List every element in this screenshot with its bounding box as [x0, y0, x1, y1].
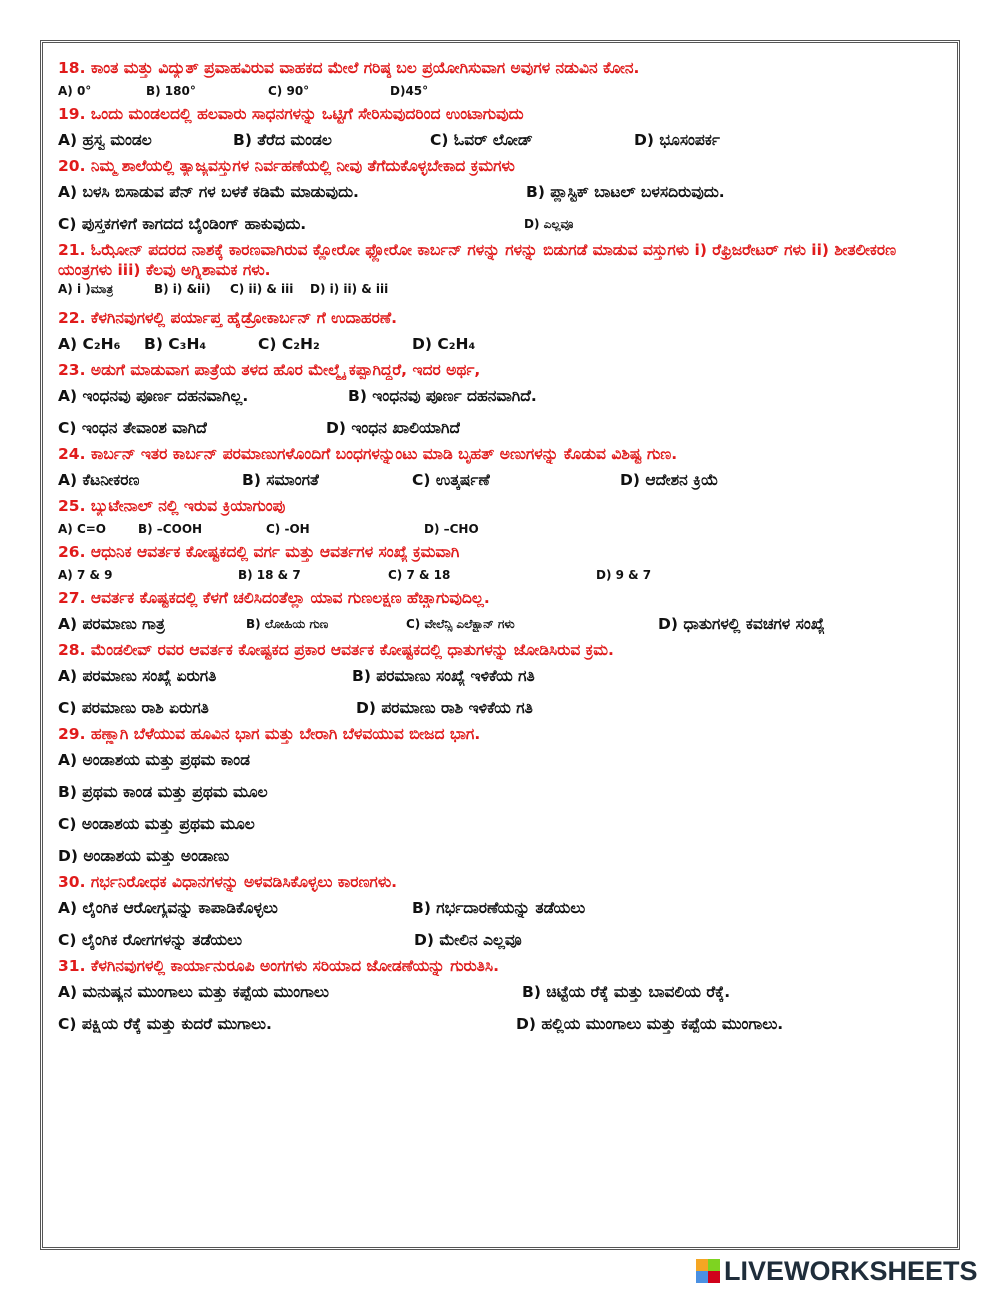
options-31-row2: [58, 1008, 938, 1040]
option-30-a[interactable]: A) ಲೈಂಗಿಕ ಆರೋಗ್ಯವನ್ನು ಕಾಪಾಡಿಕೊಳ್ಳಲು: [58, 899, 278, 917]
options-27: [58, 608, 938, 640]
option-29-b[interactable]: B) ಪ್ರಥಮ ಕಾಂಡ ಮತ್ತು ಪ್ರಥಮ ಮೂಲ: [58, 783, 268, 801]
option-25-a[interactable]: A) C=O: [58, 522, 107, 536]
worksheet-content: [58, 58, 938, 1040]
option-31-b[interactable]: B) ಚಿಟ್ಟೆಯ ರೆಕ್ಕೆ ಮತ್ತು ಬಾವಲಿಯ ರೆಕ್ಕೆ.: [522, 983, 731, 1001]
options-30-row1: [58, 892, 938, 924]
option-20-a[interactable]: A) ಬಳಸಿ ಬಿಸಾಡುವ ಪೆನ್ ಗಳ ಬಳಕೆ ಕಡಿಮೆ ಮಾಡುವುದು.: [58, 183, 359, 201]
liveworksheets-logo[interactable]: [696, 1254, 978, 1288]
options-26: [58, 562, 938, 588]
option-28-d[interactable]: D) ಪರಮಾಣು ರಾಶಿ ಇಳಿಕೆಯ ಗತಿ: [356, 699, 533, 717]
option-27-b[interactable]: B) ಲೋಹಿಯ ಗುಣ: [246, 617, 329, 631]
options-28-row2: [58, 692, 938, 724]
options-22: [58, 328, 938, 360]
option-26-c[interactable]: C) 7 & 18: [388, 568, 451, 582]
option-23-a[interactable]: A) ಇಂಧನವು ಪೂರ್ಣ ದಹನವಾಗಿಲ್ಲ.: [58, 387, 249, 405]
option-26-b[interactable]: B) 18 & 7: [238, 568, 301, 582]
option-24-b[interactable]: B) ಸಮಾಂಗತೆ: [242, 471, 319, 489]
option-25-b[interactable]: B) –COOH: [138, 522, 203, 536]
option-31-a[interactable]: A) ಮನುಷ್ಯನ ಮುಂಗಾಲು ಮತ್ತು ಕಪ್ಪೆಯ ಮುಂಗಾಲು: [58, 983, 329, 1001]
option-29-c[interactable]: C) ಅಂಡಾಶಯ ಮತ್ತು ಪ್ರಥಮ ಮೂಲ: [58, 815, 255, 833]
options-28-row1: [58, 660, 938, 692]
option-25-d[interactable]: D) –CHO: [424, 522, 479, 536]
option-21-b[interactable]: B) i) &ii): [154, 282, 211, 296]
option-18-c[interactable]: C) 90°: [268, 84, 310, 98]
option-19-b[interactable]: B) ತೆರೆದ ಮಂಡಲ: [233, 131, 332, 149]
option-23-d[interactable]: D) ಇಂಧನ ಖಾಲಿಯಾಗಿದೆ: [326, 419, 461, 437]
option-22-d[interactable]: D) C₂H₄: [412, 335, 476, 353]
question-28: 28. ಮೆಂಡಲೀವ್ ರವರ ಆವರ್ತಕ ಕೋಷ್ಟಕದ ಪ್ರಕಾರ ಆವರ್ತಕ ಕೋಷ್ಟಕದಲ್ಲಿ ಧಾತುಗಳನ್ನು ಜೋಡಿಸಿರುವ ಕ್ರಮ.: [58, 641, 614, 659]
question-20: 20. ನಿಮ್ಮ ಶಾಲೆಯಲ್ಲಿ ತ್ಯಾಜ್ಯವಸ್ತುಗಳ ನಿರ್ವಹಣೆಯಲ್ಲಿ ನೀವು ತೆಗೆದುಕೊಳ್ಳಬೇಕಾದ ಕ್ರಮಗಳು: [58, 157, 515, 175]
option-21-a[interactable]: A) i )ಮಾತ್ರ: [58, 282, 114, 296]
liveworksheets-grid-icon: [696, 1259, 720, 1283]
option-25-c[interactable]: C) -OH: [266, 522, 310, 536]
options-30-row2: [58, 924, 938, 956]
options-31-row1: [58, 976, 938, 1008]
option-18-a[interactable]: A) 0°: [58, 84, 92, 98]
question-29: 29. ಹಣ್ಣಾಗಿ ಬೆಳೆಯುವ ಹೂವಿನ ಭಾಗ ಮತ್ತು ಬೇರಾಗಿ ಬೆಳವಯುವ ಬೀಜದ ಭಾಗ.: [58, 725, 481, 743]
question-31: 31. ಕೆಳಗಿನವುಗಳಲ್ಲಿ ಕಾರ್ಯಾನುರೂಪಿ ಅಂಗಗಳು ಸರಿಯಾದ ಜೋಡಣೆಯನ್ನು ಗುರುತಿಸಿ.: [58, 957, 499, 975]
option-20-d[interactable]: D) ಎಲ್ಲವೂ: [524, 217, 574, 231]
option-19-d[interactable]: D) ಭೂಸಂಪರ್ಕ: [634, 131, 720, 149]
logo-square-1: [696, 1259, 708, 1271]
options-29-b-row: [58, 776, 938, 808]
question-24: 24. ಕಾರ್ಬನ್ ಇತರ ಕಾರ್ಬನ್ ಪರಮಾಣುಗಳೊಂದಿಗೆ ಬಂಧಗಳನ್ನುಂಟು ಮಾಡಿ ಬೃಹತ್ ಅಣುಗಳನ್ನು ಕೊಡುವ ವಿಶಿಷ್ಟ ಗುಣ.: [58, 445, 678, 463]
question-21: 21. ಓಝೋನ್ ಪದರದ ನಾಶಕ್ಕೆ ಕಾರಣವಾಗಿರುವ ಕ್ಲೋರೋ ಫ್ಲೋರೋ ಕಾರ್ಬನ್ ಗಳನ್ನು ಗಳನ್ನು ಬಿಡುಗಡೆ ಮಾಡುವ ವಸ್ತುಗಳು i) ರೆಫ್ರಿಜರೇಟರ್ ಗಳು ii) ಶೀತಲೀಕರಣ ಯಂತ್ರಗಳು iii) ಕೆಲವು ಅಗ್ನಿಶಾಮಕ ಗಳು.: [58, 241, 897, 279]
question-18: 18. ಕಾಂತ ಮತ್ತು ವಿದ್ಯುತ್ ಪ್ರವಾಹವಿರುವ ವಾಹಕದ ಮೇಲೆ ಗರಿಷ್ಠ ಬಲ ಪ್ರಯೋಗಿಸುವಾಗ ಅವುಗಳ ನಡುವಿನ ಕೋನ.: [58, 59, 640, 77]
option-21-d[interactable]: D) i) ii) & iii: [310, 282, 389, 296]
option-27-d[interactable]: D) ಧಾತುಗಳಲ್ಲಿ ಕವಚಗಳ ಸಂಖ್ಯೆ: [658, 615, 825, 633]
options-20-row1: [58, 176, 938, 208]
option-20-c[interactable]: C) ಪುಸ್ತಕಗಳಿಗೆ ಕಾಗದದ ಬೈಂಡಿಂಗ್ ಹಾಕುವುದು.: [58, 215, 307, 233]
option-30-b[interactable]: B) ಗರ್ಭದಾರಣೆಯನ್ನು ತಡೆಯಲು: [412, 899, 586, 917]
option-23-b[interactable]: B) ಇಂಧನವು ಪೂರ್ಣ ದಹನವಾಗಿದೆ.: [348, 387, 537, 405]
options-19: [58, 124, 938, 156]
option-27-a[interactable]: A) ಪರಮಾಣು ಗಾತ್ರ: [58, 615, 165, 633]
option-28-b[interactable]: B) ಪರಮಾಣು ಸಂಖ್ಯೆ ಇಳಿಕೆಯ ಗತಿ: [352, 667, 535, 685]
options-23-row1: [58, 380, 938, 412]
options-29-a-row: [58, 744, 938, 776]
question-26: 26. ಆಧುನಿಕ ಆವರ್ತಕ ಕೋಷ್ಟಕದಲ್ಲಿ ವರ್ಗ ಮತ್ತು ಆವರ್ತಗಳ ಸಂಖ್ಯೆ ಕ್ರಮವಾಗಿ: [58, 543, 460, 561]
option-27-c[interactable]: C) ವೇಲೆನ್ಸಿ ಎಲೆಕ್ಟ್ರಾನ್ ಗಳು: [406, 617, 515, 631]
option-20-b[interactable]: B) ಪ್ಲಾಸ್ಟಿಕ್ ಬಾಟಲ್ ಬಳಸದಿರುವುದು.: [526, 183, 725, 201]
options-23-row2: [58, 412, 938, 444]
option-18-b[interactable]: B) 180°: [146, 84, 196, 98]
option-22-a[interactable]: A) C₂H₆: [58, 335, 121, 353]
option-24-c[interactable]: C) ಉತ್ಕರ್ಷಣೆ: [412, 471, 490, 489]
logo-square-2: [708, 1259, 720, 1271]
option-24-d[interactable]: D) ಆದೇಶನ ಕ್ರಿಯೆ: [620, 471, 719, 489]
options-29-c-row: [58, 808, 938, 840]
option-22-c[interactable]: C) C₂H₂: [258, 335, 320, 353]
option-22-b[interactable]: B) C₃H₄: [144, 335, 207, 353]
option-18-d[interactable]: D)45°: [390, 84, 429, 98]
question-23: 23. ಅಡುಗೆ ಮಾಡುವಾಗ ಪಾತ್ರೆಯ ತಳದ ಹೊರ ಮೇಲ್ಮೈ ಕಪ್ಪಾಗಿದ್ದರೆ, ಇದರ ಅರ್ಥ,: [58, 361, 481, 379]
option-23-c[interactable]: C) ಇಂಧನ ತೇವಾಂಶ ವಾಗಿದೆ: [58, 419, 207, 437]
option-31-c[interactable]: C) ಪಕ್ಷಿಯ ರೆಕ್ಕೆ ಮತ್ತು ಕುದರೆ ಮುಗಾಲು.: [58, 1015, 272, 1033]
option-29-d[interactable]: D) ಅಂಡಾಶಯ ಮತ್ತು ಅಂಡಾಣು: [58, 847, 230, 865]
option-31-d[interactable]: D) ಹಲ್ಲಿಯ ಮುಂಗಾಲು ಮತ್ತು ಕಪ್ಪೆಯ ಮುಂಗಾಲು.: [516, 1015, 784, 1033]
option-29-a[interactable]: A) ಅಂಡಾಶಯ ಮತ್ತು ಪ್ರಥಮ ಕಾಂಡ: [58, 751, 250, 769]
option-30-c[interactable]: C) ಲೈಂಗಿಕ ರೋಗಗಳನ್ನು ತಡೆಯಲು: [58, 931, 243, 949]
question-25: 25. ಬ್ಯುಟೇನಾಲ್ ನಲ್ಲಿ ಇರುವ ಕ್ರಿಯಾಗುಂಪು: [58, 497, 286, 515]
option-26-d[interactable]: D) 9 & 7: [596, 568, 652, 582]
option-24-a[interactable]: A) ಕೆಟನೀಕರಣ: [58, 471, 140, 489]
options-24: [58, 464, 938, 496]
option-28-a[interactable]: A) ಪರಮಾಣು ಸಂಖ್ಯೆ ಏರುಗತಿ: [58, 667, 217, 685]
option-19-a[interactable]: A) ಹ್ರಸ್ವ ಮಂಡಲ: [58, 131, 152, 149]
option-26-a[interactable]: A) 7 & 9: [58, 568, 113, 582]
option-19-c[interactable]: C) ಓವರ್ ಲೋಡ್: [430, 131, 533, 149]
option-28-c[interactable]: C) ಪರಮಾಣು ರಾಶಿ ಏರುಗತಿ: [58, 699, 209, 717]
options-20-row2: [58, 208, 938, 240]
question-30: 30. ಗರ್ಭನಿರೋಧಕ ವಿಧಾನಗಳನ್ನು ಅಳವಡಿಸಿಕೊಳ್ಳಲು ಕಾರಣಗಳು.: [58, 873, 398, 891]
question-27: 27. ಆವರ್ತಕ ಕೊಷ್ಟಕದಲ್ಲಿ ಕೆಳಗೆ ಚಲಿಸಿದಂತೆಲ್ಲಾ ಯಾವ ಗುಣಲಕ್ಷಣ ಹೆಚ್ಚಾಗುವುದಿಲ್ಲ.: [58, 589, 490, 607]
options-29-d-row: [58, 840, 938, 872]
question-19: 19. ಒಂದು ಮಂಡಲದಲ್ಲಿ ಹಲವಾರು ಸಾಧನಗಳನ್ನು ಒಟ್ಟಿಗೆ ಸೇರಿಸುವುದರಿಂದ ಉಂಟಾಗುವುದು: [58, 105, 524, 123]
logo-text: LIVEWORKSHEETS: [724, 1255, 978, 1286]
options-21: [58, 280, 938, 302]
option-21-c[interactable]: C) ii) & iii: [230, 282, 294, 296]
question-22: 22. ಕೆಳಗಿನವುಗಳಲ್ಲಿ ಪರ್ಯಾಪ್ತ ಹೈಡ್ರೋಕಾರ್ಬನ್ ಗೆ ಉದಾಹರಣೆ.: [58, 309, 398, 327]
options-18: [58, 78, 938, 104]
option-30-d[interactable]: D) ಮೇಲಿನ ಎಲ್ಲವೂ: [414, 931, 522, 949]
logo-square-3: [696, 1271, 708, 1283]
options-25: [58, 516, 938, 542]
logo-square-4: [708, 1271, 720, 1283]
